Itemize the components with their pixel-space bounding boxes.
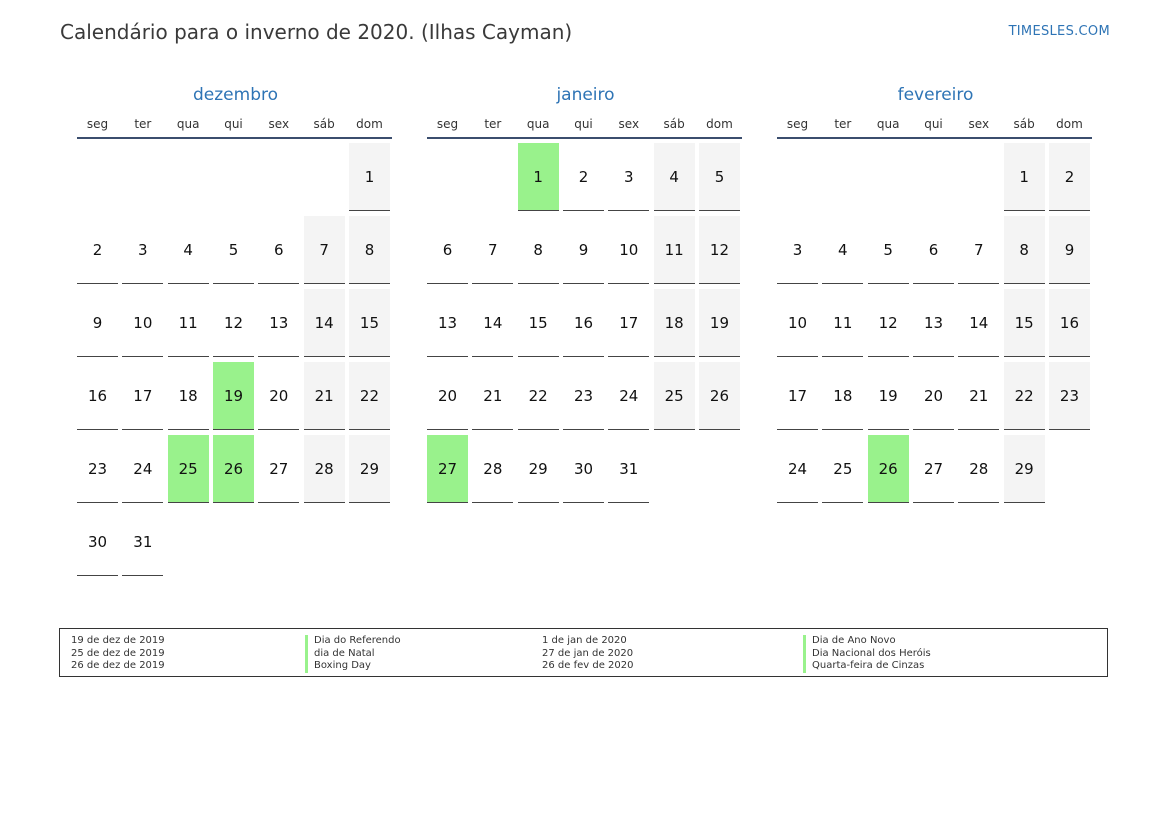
legend-date: 25 de dez de 2019 — [71, 647, 165, 659]
day-cell[interactable]: 10 — [122, 289, 163, 357]
month-name: dezembro — [193, 85, 278, 105]
day-cell[interactable]: 6 — [913, 216, 954, 284]
legend-holiday-name: Boxing Day — [305, 660, 401, 673]
day-cell[interactable]: 24 — [777, 435, 818, 503]
weekday-label: qua — [176, 117, 200, 131]
day-cell[interactable]: 28 — [472, 435, 513, 503]
day-cell[interactable]: 31 — [122, 508, 163, 576]
weekday-label: ter — [134, 117, 152, 131]
day-cell[interactable]: 4 — [654, 143, 695, 211]
empty-cell — [427, 143, 468, 211]
day-cell[interactable]: 6 — [258, 216, 299, 284]
day-cell[interactable]: 22 — [1004, 362, 1045, 430]
day-cell[interactable]: 3 — [122, 216, 163, 284]
day-cell[interactable]: 3 — [608, 143, 649, 211]
day-cell[interactable]: 25 — [654, 362, 695, 430]
day-cell[interactable]: 5 — [868, 216, 909, 284]
empty-cell — [77, 143, 118, 211]
day-cell[interactable]: 15 — [518, 289, 559, 357]
day-cell[interactable]: 16 — [563, 289, 604, 357]
day-cell[interactable]: 7 — [472, 216, 513, 284]
day-cell[interactable]: 24 — [608, 362, 649, 430]
day-cell[interactable]: 16 — [77, 362, 118, 430]
day-cell[interactable]: 12 — [699, 216, 740, 284]
day-cell[interactable]: 7 — [958, 216, 999, 284]
day-cell[interactable]: 17 — [777, 362, 818, 430]
day-cell[interactable]: 24 — [122, 435, 163, 503]
legend-date: 26 de fev de 2020 — [542, 660, 634, 672]
day-cell[interactable]: 21 — [304, 362, 345, 430]
day-cell[interactable]: 21 — [472, 362, 513, 430]
weekday-label: seg — [436, 117, 459, 131]
day-cell[interactable]: 23 — [563, 362, 604, 430]
day-cell[interactable]: 9 — [1049, 216, 1090, 284]
weekday-label: dom — [1056, 117, 1083, 131]
weekday-label: sáb — [313, 117, 335, 131]
empty-cell — [168, 143, 209, 211]
day-cell[interactable]: 2 — [563, 143, 604, 211]
day-cell[interactable]: 6 — [427, 216, 468, 284]
holiday-day-cell[interactable]: 26 — [868, 435, 909, 503]
site-link[interactable]: TIMESLES.COM — [1008, 24, 1110, 39]
day-cell[interactable]: 17 — [608, 289, 649, 357]
legend-names-left — [305, 635, 401, 673]
weekday-label: sex — [618, 117, 640, 131]
holiday-day-cell[interactable]: 19 — [213, 362, 254, 430]
weekday-label: qui — [924, 117, 943, 131]
weekday-label: ter — [834, 117, 852, 131]
day-cell[interactable]: 8 — [518, 216, 559, 284]
day-cell[interactable]: 11 — [168, 289, 209, 357]
holiday-legend — [59, 628, 1108, 677]
day-cell[interactable]: 17 — [122, 362, 163, 430]
day-cell[interactable]: 22 — [349, 362, 390, 430]
holiday-day-cell[interactable]: 25 — [168, 435, 209, 503]
day-cell[interactable]: 28 — [304, 435, 345, 503]
legend-holiday-name: Dia Nacional dos Heróis — [803, 648, 931, 661]
day-cell[interactable]: 30 — [563, 435, 604, 503]
day-cell[interactable]: 5 — [213, 216, 254, 284]
weekday-header — [77, 117, 392, 139]
holiday-day-cell[interactable]: 1 — [518, 143, 559, 211]
day-cell[interactable]: 23 — [77, 435, 118, 503]
day-cell[interactable]: 19 — [699, 289, 740, 357]
legend-names-right — [803, 635, 931, 673]
empty-cell — [913, 143, 954, 211]
day-cell[interactable]: 2 — [1049, 143, 1090, 211]
legend-dates-right — [542, 635, 633, 673]
day-cell[interactable]: 8 — [1004, 216, 1045, 284]
day-cell[interactable]: 30 — [77, 508, 118, 576]
day-cell[interactable]: 25 — [822, 435, 863, 503]
weekday-label: ter — [484, 117, 502, 131]
weekday-label: sex — [268, 117, 290, 131]
day-cell[interactable]: 14 — [472, 289, 513, 357]
weekday-header — [777, 117, 1092, 139]
day-cell[interactable]: 18 — [168, 362, 209, 430]
empty-cell — [868, 143, 909, 211]
day-grid — [427, 143, 742, 503]
legend-date: 27 de jan de 2020 — [542, 647, 634, 659]
month-december — [77, 84, 394, 576]
day-cell[interactable]: 12 — [868, 289, 909, 357]
day-cell[interactable]: 29 — [349, 435, 390, 503]
day-cell[interactable]: 26 — [699, 362, 740, 430]
day-cell[interactable]: 2 — [77, 216, 118, 284]
day-cell[interactable]: 13 — [258, 289, 299, 357]
month-january — [427, 84, 744, 503]
day-cell[interactable]: 13 — [427, 289, 468, 357]
day-cell[interactable]: 4 — [822, 216, 863, 284]
day-cell[interactable]: 20 — [913, 362, 954, 430]
legend-dates-left — [71, 635, 165, 673]
day-cell[interactable]: 29 — [518, 435, 559, 503]
month-name: fevereiro — [897, 85, 974, 105]
weekday-label: qui — [574, 117, 593, 131]
day-cell[interactable]: 18 — [822, 362, 863, 430]
day-grid — [77, 143, 392, 576]
day-cell[interactable]: 11 — [822, 289, 863, 357]
month-name: janeiro — [556, 85, 615, 105]
day-cell[interactable]: 16 — [1049, 289, 1090, 357]
day-cell[interactable]: 11 — [654, 216, 695, 284]
holiday-day-cell[interactable]: 26 — [213, 435, 254, 503]
day-cell[interactable]: 27 — [258, 435, 299, 503]
page-title: Calendário para o inverno de 2020. (Ilhas Cayman) — [60, 20, 573, 44]
day-cell[interactable]: 31 — [608, 435, 649, 503]
day-cell[interactable]: 14 — [304, 289, 345, 357]
day-cell[interactable]: 29 — [1004, 435, 1045, 503]
weekday-label: dom — [706, 117, 733, 131]
day-cell[interactable]: 20 — [427, 362, 468, 430]
legend-date: 19 de dez de 2019 — [71, 635, 165, 646]
weekday-label: qui — [224, 117, 243, 131]
day-cell[interactable]: 19 — [868, 362, 909, 430]
empty-cell — [958, 143, 999, 211]
legend-holiday-name: Dia de Ano Novo — [803, 635, 931, 648]
legend-holiday-name: dia de Natal — [305, 648, 401, 661]
legend-holiday-name: Quarta-feira de Cinzas — [803, 660, 931, 673]
day-cell[interactable]: 12 — [213, 289, 254, 357]
legend-date: 26 de dez de 2019 — [71, 660, 165, 672]
day-cell[interactable]: 10 — [777, 289, 818, 357]
day-cell[interactable]: 22 — [518, 362, 559, 430]
weekday-label: seg — [786, 117, 809, 131]
day-cell[interactable]: 28 — [958, 435, 999, 503]
weekday-header — [427, 117, 742, 139]
day-cell[interactable]: 1 — [349, 143, 390, 211]
day-cell[interactable]: 10 — [608, 216, 649, 284]
day-cell[interactable]: 13 — [913, 289, 954, 357]
weekday-label: sáb — [1013, 117, 1035, 131]
weekday-label: qua — [876, 117, 900, 131]
legend-date: 1 de jan de 2020 — [542, 635, 627, 646]
day-cell[interactable]: 8 — [349, 216, 390, 284]
day-cell[interactable]: 20 — [258, 362, 299, 430]
day-cell[interactable]: 4 — [168, 216, 209, 284]
empty-cell — [777, 143, 818, 211]
empty-cell — [822, 143, 863, 211]
day-cell[interactable]: 18 — [654, 289, 695, 357]
empty-cell — [472, 143, 513, 211]
weekday-label: seg — [86, 117, 109, 131]
weekday-label: sex — [968, 117, 990, 131]
weekday-label: qua — [526, 117, 550, 131]
day-cell[interactable]: 7 — [304, 216, 345, 284]
empty-cell — [304, 143, 345, 211]
day-cell[interactable]: 3 — [777, 216, 818, 284]
day-cell[interactable]: 27 — [913, 435, 954, 503]
day-cell[interactable]: 15 — [1004, 289, 1045, 357]
day-cell[interactable]: 9 — [77, 289, 118, 357]
weekday-label: sáb — [663, 117, 685, 131]
empty-cell — [213, 143, 254, 211]
weekday-label: dom — [356, 117, 383, 131]
holiday-day-cell[interactable]: 27 — [427, 435, 468, 503]
empty-cell — [258, 143, 299, 211]
empty-cell — [122, 143, 163, 211]
legend-holiday-name: Dia do Referendo — [305, 635, 401, 648]
day-cell[interactable]: 14 — [958, 289, 999, 357]
day-grid — [777, 143, 1092, 503]
day-cell[interactable]: 5 — [699, 143, 740, 211]
day-cell[interactable]: 23 — [1049, 362, 1090, 430]
day-cell[interactable]: 1 — [1004, 143, 1045, 211]
month-february — [777, 84, 1094, 503]
day-cell[interactable]: 15 — [349, 289, 390, 357]
day-cell[interactable]: 21 — [958, 362, 999, 430]
day-cell[interactable]: 9 — [563, 216, 604, 284]
